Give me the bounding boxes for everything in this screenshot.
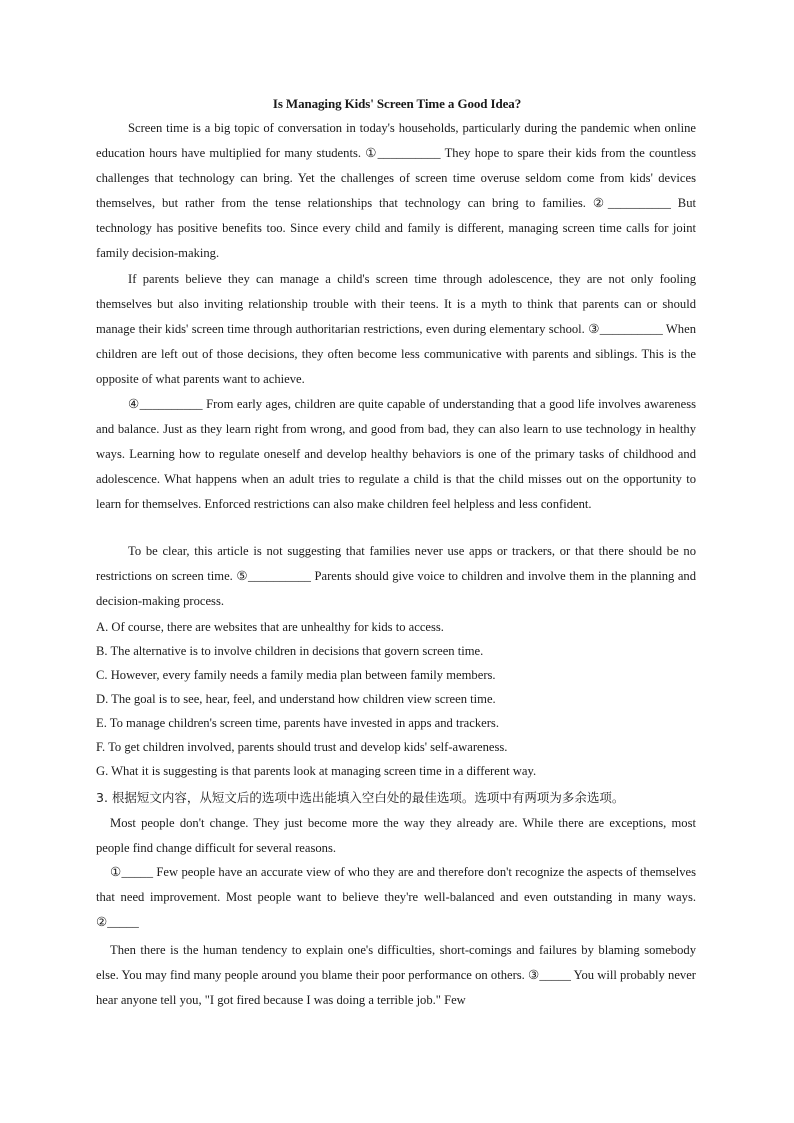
passage-title: Is Managing Kids' Screen Time a Good Idea? — [272, 96, 522, 111]
option-b: B. The alternative is to involve children in decisions that govern screen time. — [96, 644, 484, 658]
question3-paragraph-2: ①_____ Few people have an accurate view of who they are and therefore don't recognize the aspects of themselves that need improvement. Most people want to believe they're well-balanced and even outstanding in many ways. ②_____ — [96, 865, 696, 929]
option-g: G. What it is suggesting is that parents look at managing screen time in a different way. — [96, 764, 537, 778]
passage1-paragraph-2: If parents believe they can manage a child's screen time through adolescence, they are not only fooling themselves but also inviting relationship trouble with their teens. It is a myth to think that parents can or should manage their kids' screen time through authoritarian restrictions, even during elementary school. ③__________ When children are left out of those decisions, they often become less communicative with parents and siblings. This is the opposite of what parents want to achieve. — [96, 272, 696, 386]
passage1-paragraph-1: Screen time is a big topic of conversation in today's households, particularly during the pandemic when online education hours have multiplied for many students. ①__________ They hope to spare their kids from the countless challenges that technology can bring. Yet the challenges of screen time overuse seldom come from kids' devices themselves, but rather from the tense relationships that technology can bring to families. ②__________ But technology has positive benefits too. Since every child and family is different, managing screen time calls for joint family decision-making. — [96, 121, 696, 260]
option-d: D. The goal is to see, hear, feel, and understand how children view screen time. — [96, 692, 496, 706]
option-f: F. To get children involved, parents should trust and develop kids' self-awareness. — [96, 740, 508, 754]
question3-instruction: 3. 根据短文内容，从短文后的选项中选出能填入空白处的最佳选项。选项中有两项为多余选项。 — [96, 790, 625, 805]
passage1-paragraph-3: ④__________ From early ages, children are quite capable of understanding that a good life involves awareness and balance. Just as they learn right from wrong, and good from bad, they can also learn to use technology in healthy ways. Learning how to regulate oneself and develop healthy behaviors is one of the primary tasks of childhood and adolescence. What happens when an adult tries to regulate a child is that the child misses out on the opportunity to learn for themselves. Enforced restrictions can also make children feel helpless and less confident. — [96, 397, 696, 511]
option-c: C. However, every family needs a family media plan between family members. — [96, 668, 496, 682]
question3-paragraph-3: Then there is the human tendency to explain one's difficulties, short-comings and failures by blaming somebody else. You may find many people around you blame their poor performance on others. ③_____ You will probably never hear anyone tell you, "I got fired because I was doing a terrible job." Few — [96, 943, 696, 1007]
question3-paragraph-1: Most people don't change. They just become more the way they already are. While there are exceptions, most people find change difficult for several reasons. — [96, 816, 696, 855]
option-e: E. To manage children's screen time, parents have invested in apps and trackers. — [96, 716, 499, 730]
passage1-paragraph-4: To be clear, this article is not suggesting that families never use apps or trackers, or that there should be no restrictions on screen time. ⑤__________ Parents should give voice to children and involve them in the planning and decision-making process. — [96, 544, 696, 608]
option-a: A. Of course, there are websites that are unhealthy for kids to access. — [96, 620, 444, 634]
